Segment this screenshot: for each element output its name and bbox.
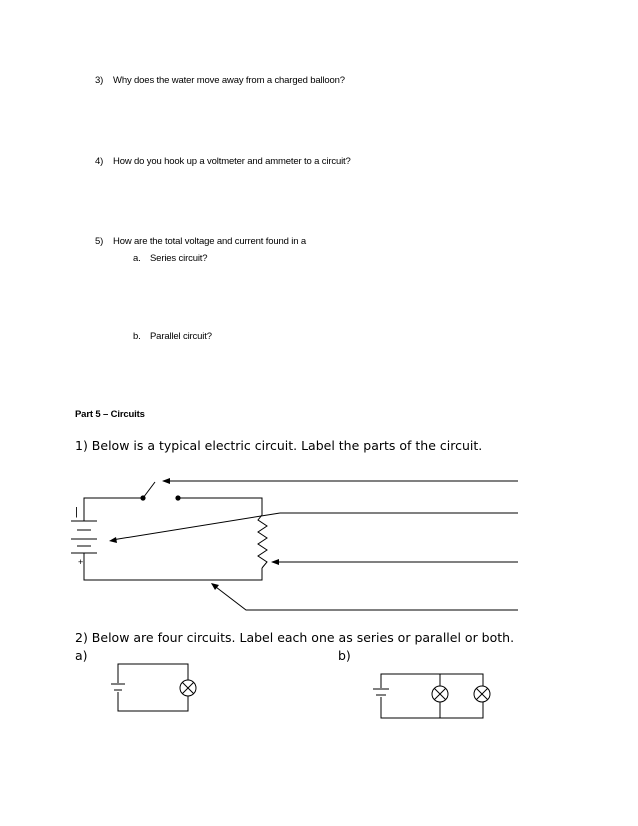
battery-minus-mark: | — [75, 506, 78, 518]
q4-text: How do you hook up a voltmeter and ammeter to a circuit? — [113, 156, 351, 167]
q3-text: Why does the water move away from a charged balloon? — [113, 75, 345, 86]
part5-q2-text: 2) Below are four circuits. Label each one as series or parallel or both. — [75, 630, 515, 645]
q5b-letter: b. — [133, 331, 141, 342]
q4-number: 4) — [95, 156, 104, 167]
q5a-letter: a. — [133, 253, 141, 264]
part5-q1-text: 1) Below is a typical electric circuit. Label the parts of the circuit. — [75, 438, 483, 453]
part5-heading: Part 5 – Circuits — [75, 409, 145, 420]
q5-number: 5) — [95, 236, 104, 247]
q5b-text: Parallel circuit? — [150, 331, 212, 342]
circuit-a-label: a) — [75, 648, 88, 663]
circuit-b-label: b) — [338, 648, 351, 663]
q5-text: How are the total voltage and current found in a — [113, 236, 306, 247]
battery-plus-mark: + — [78, 557, 84, 567]
q5a-text: Series circuit? — [150, 253, 208, 264]
q3-number: 3) — [95, 75, 104, 86]
